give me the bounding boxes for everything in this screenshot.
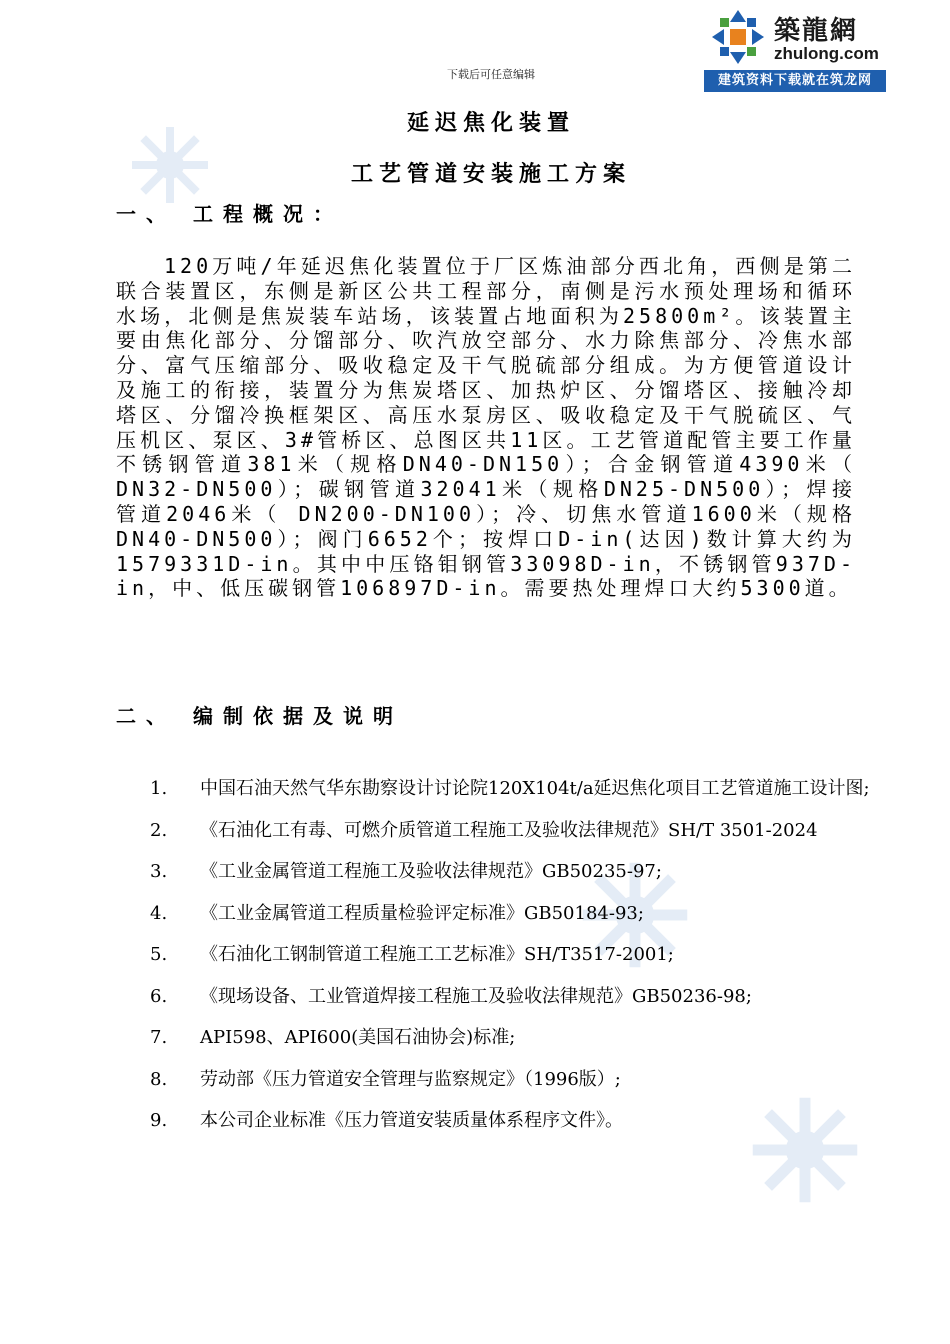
logo-top (704, 4, 886, 68)
list-item-text: 《石油化工有毒、可燃介质管道工程施工及验收法律规范》SH/T 3501-2024 (200, 819, 818, 841)
list-item (150, 1100, 890, 1142)
list-item-text: 《现场设备、工业管道焊接工程施工及验收法律规范》GB50236-98; (200, 985, 752, 1007)
list-item (150, 1017, 890, 1059)
list-item-number: 6. (150, 985, 168, 1007)
list-item (150, 976, 890, 1018)
reference-list (150, 768, 890, 1142)
overview-paragraph (116, 254, 856, 601)
list-item-text: 劳动部《压力管道安全管理与监察规定》（1996版）; (200, 1068, 621, 1090)
snowflake-logo-icon (708, 8, 768, 66)
overview-text: 120万吨/年延迟焦化装置位于厂区炼油部分西北角，西侧是第二联合装置区，东侧是新区公共工程部分，南侧是污水预处理场和循环水场，北侧是焦炭装车站场，该装置占地面积为25800m²。该装置主要由焦化部分、分馏部分、吹汽放空部分、水力除焦部分、冷焦水部分、富气压缩部分、吸收稳定及干气脱硫部分组成。为方便管道设计及施工的衔接，装置分为焦炭塔区、加热炉区、分馏塔区、接触冷却塔区、分馏冷换框架区、高压水泵房区、吸收稳定及干气脱硫区、气压机区、泵区、3#管桥区、总图区共11区。工艺管道配管主要工作量不锈钢管道381米（规格DN40-DN150）；合金钢管道4390米（ DN32-DN500）；碳钢管道32041米（规格DN25-DN500）；焊接管道2046米（ DN200-DN100）；冷、切焦水管道1600米（规格DN40-DN500）；阀门6652个；按焊口D-in(达因)数计算大约为1579331D-in。其中中压铬钼钢管33098D-in，不锈钢管937D-in，中、低压碳钢管106897D-in。需要热处理焊口大约5300道。 (116, 254, 856, 601)
list-item-number: 8. (150, 1068, 168, 1090)
list-item-number: 1. (150, 778, 168, 799)
list-item-text: 《工业金属管道工程质量检验评定标准》GB50184-93; (200, 902, 644, 924)
list-item (150, 893, 890, 935)
list-item-number: 7. (150, 1027, 168, 1048)
list-item (150, 851, 890, 893)
list-item-text: 本公司企业标准《压力管道安装质量体系程序文件》。 (200, 1110, 623, 1131)
list-item-text: API598、API600(美国石油协会)标准; (200, 1027, 516, 1048)
header-note: 下载后可任意编辑 (447, 68, 535, 81)
list-item-number: 5. (150, 944, 168, 965)
list-item (150, 934, 890, 976)
section-heading-basis: 二、 编制依据及说明 (116, 704, 403, 728)
logo-brand-cn: 築龍網 (774, 16, 859, 46)
document-title: 延迟焦化装置 (406, 111, 575, 136)
logo-brand-en: zhulong.com (774, 44, 879, 63)
list-item-number: 4. (150, 902, 168, 924)
list-item-number: 2. (150, 819, 168, 841)
section-heading-overview: 一、 工程概况： (116, 202, 343, 226)
list-item-text: 中国石油天然气华东勘察设计讨论院120Ⅹ104t/a延迟焦化项目工艺管道施工设计图; (200, 778, 870, 799)
list-item (150, 810, 890, 852)
list-item (150, 1059, 890, 1101)
list-item-number: 3. (150, 861, 168, 882)
list-item-number: 9. (150, 1110, 168, 1131)
list-item (150, 768, 890, 810)
list-item-text: 《石油化工钢制管道工程施工工艺标准》SH/T3517-2001; (200, 944, 674, 965)
logo-slogan: 建筑资料下载就在筑龙网 (704, 70, 886, 92)
list-item-text: 《工业金属管道工程施工及验收法律规范》GB50235-97; (200, 861, 662, 882)
document-subtitle: 工艺管道安装施工方案 (350, 162, 631, 187)
